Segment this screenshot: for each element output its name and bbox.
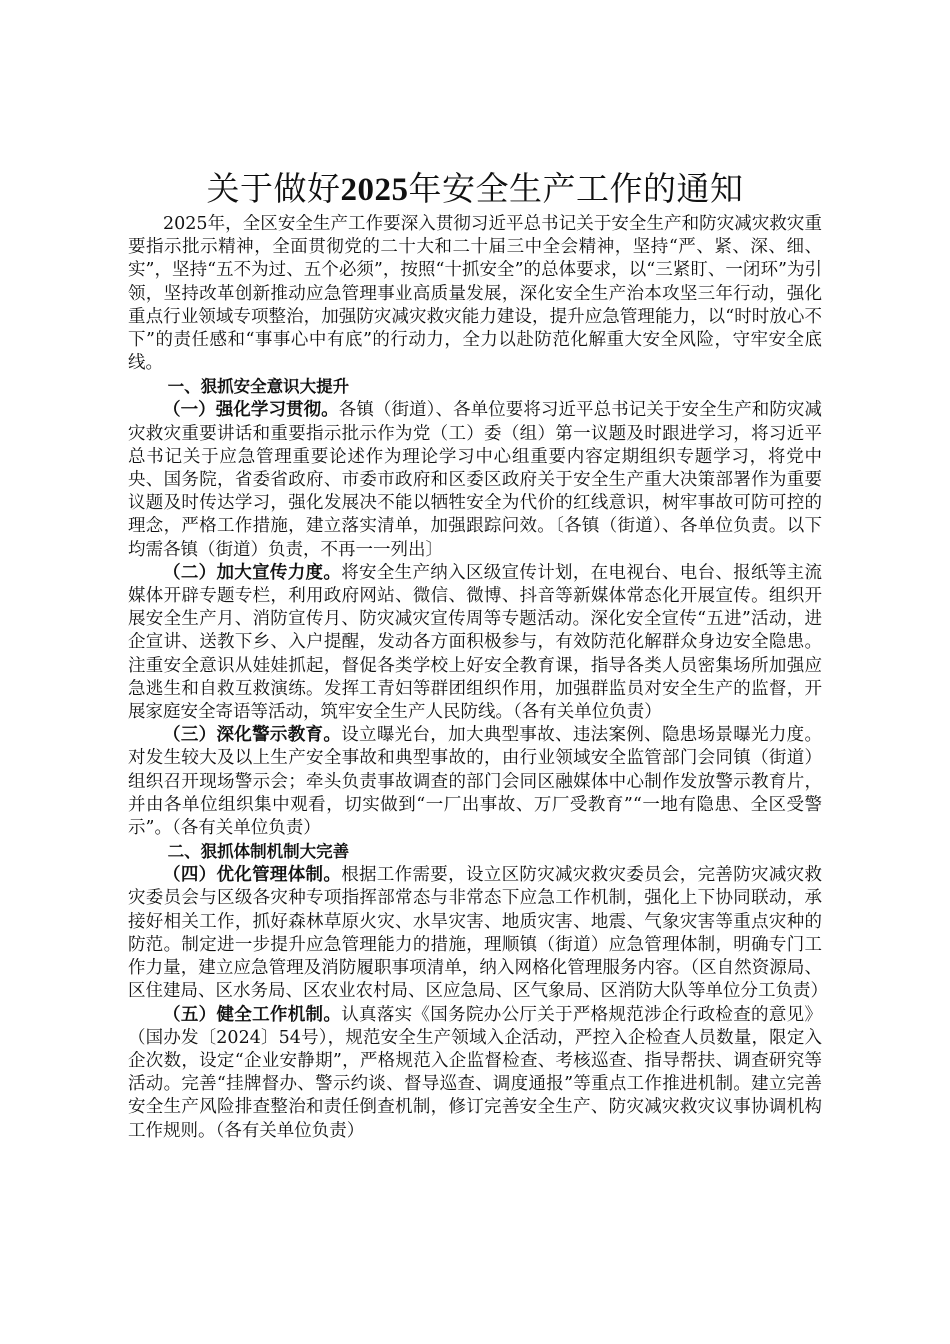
item-text-4: 根据工作需要，设立区防灾减灾救灾委员会，完善防灾减灾救灾委员会与区级各灾种专项指挥部常态与非常态下应急工作机制，强化上下协同联动，承接好相关工作，抓好森林草原火灾、水旱灾害、地质灾害、地震、气象灾害等重点灾种的防范。制定进一步提升应急管理能力的措施，理顺镇（街道）应急管理体制，明确专门工作力量，建立应急管理及消防履职事项清单，纳入网格化管理服务内容。（区自然资源局、区住建局、区水务局、区农业农村局、区应急局、区气象局、区消防大队等单位分工负责） <box>128 865 828 1002</box>
item-paragraph-2 <box>128 562 822 724</box>
section-heading-2: 二、狠抓体制机制大完善 <box>167 842 350 862</box>
item-paragraph-1 <box>128 399 822 561</box>
item-text-5: 认真落实《国务院办公厅关于严格规范涉企行政检查的意见》（国办发〔2024〕54号），规范安全生产领域入企活动，严控入企检查人员数量，限定入企次数，设定“企业安静期”，严格规范入企监督检查、考核巡查、指导帮扶、调查研究等活动。完善“挂牌督办、警示约谈、督导巡查、调度通报”等重点工作推进机制。建立完善安全生产风险排查整治和责任倒查机制，修订完善安全生产、防灾减灾救灾议事协调机构工作规则。（各有关单位负责） <box>128 1004 823 1141</box>
document-title <box>128 168 822 211</box>
item-paragraph-3 <box>128 724 822 840</box>
section-heading-1: 一、狠抓安全意识大提升 <box>167 377 350 397</box>
intro-paragraph: 2025年，全区安全生产工作要深入贯彻习近平总书记关于安全生产和防灾减灾救灾重要指示批示精神，全面贯彻党的二十大和二十届三中全会精神，坚持“严、紧、深、细、实”，坚持“五不为过、五个必须”，按照“十抓安全”的总体要求，以“三紧盯、一闭环”为引领，坚持改革创新推动应急管理事业高质量发展，深化安全生产治本攻坚三年行动，强化重点行业领域专项整治，加强防灾减灾救灾能力建设，提升应急管理能力，以“时时放心不下”的责任感和“事事心中有底”的行动力，全力以赴防范化解重大安全风险，守牢安全底线。 <box>128 214 822 374</box>
item-lead-2: （二）加大宣传力度。 <box>163 562 342 583</box>
item-text-1: 各镇（街道）、各单位要将习近平总书记关于安全生产和防灾减灾救灾重要讲话和重要指示批示作为党（工）委（组）第一议题及时跟进学习，将习近平总书记关于应急管理重要论述作为理论学习中心组重要内容定期组织专题学习，将党中央、国务院，省委省政府、市委市政府和区委区政府关于安全生产重大决策部署作为重要议题及时传达学习，强化发展决不能以牺牲安全为代价的红线意识，树牢事故可防可控的理念，严格工作措施，建立落实清单，加强跟踪问效。〔各镇（街道）、各单位负责。以下均需各镇（街道）负责，不再一一列出〕 <box>128 400 823 560</box>
document-page <box>128 168 828 1143</box>
item-text-2: 将安全生产纳入区级宣传计划，在电视台、电台、报纸等主流媒体开辟专题专栏，利用政府网站、微信、微博、抖音等新媒体常态化开展宣传。组织开展安全生产月、消防宣传月、防灾减灾宣传周等专题活动。深化安全宣传“五进”活动，进企宣讲、送教下乡、入户提醒，发动各方面积极参与，有效防范化解群众身边安全隐患。注重安全意识从娃娃抓起，督促各类学校上好安全教育课，指导各类人员密集场所加强应急逃生和自救互救演练。发挥工青妇等群团组织作用，加强群监员对安全生产的监督，开展家庭安全寄语等活动，筑牢安全生产人民防线。（各有关单位负责） <box>128 562 823 723</box>
item-text-3: 设立曝光台，加大典型事故、违法案例、隐患场景曝光力度。对发生较大及以上生产安全事故和典型事故的，由行业领域安全监管部门会同镇（街道）组织召开现场警示会；牵头负责事故调查的部门会同区融媒体中心制作发放警示教育片，并由各单位组织集中观看，切实做到“一厂出事故、万厂受教育”“一地有隐患、全区受警示”。（各有关单位负责） <box>128 725 823 839</box>
title-suffix: 年安全生产工作的通知 <box>408 169 744 208</box>
title-prefix: 关于做好 <box>206 169 341 208</box>
item-lead-1: （一）强化学习贯彻。 <box>163 400 339 421</box>
item-paragraph-4 <box>128 864 828 1003</box>
title-year: 2025 <box>340 172 409 208</box>
item-lead-5: （五）健全工作机制。 <box>163 1004 342 1025</box>
item-lead-3: （三）深化警示教育。 <box>163 725 342 746</box>
item-paragraph-5 <box>128 1004 822 1143</box>
item-lead-4: （四）优化管理体制。 <box>163 865 342 886</box>
